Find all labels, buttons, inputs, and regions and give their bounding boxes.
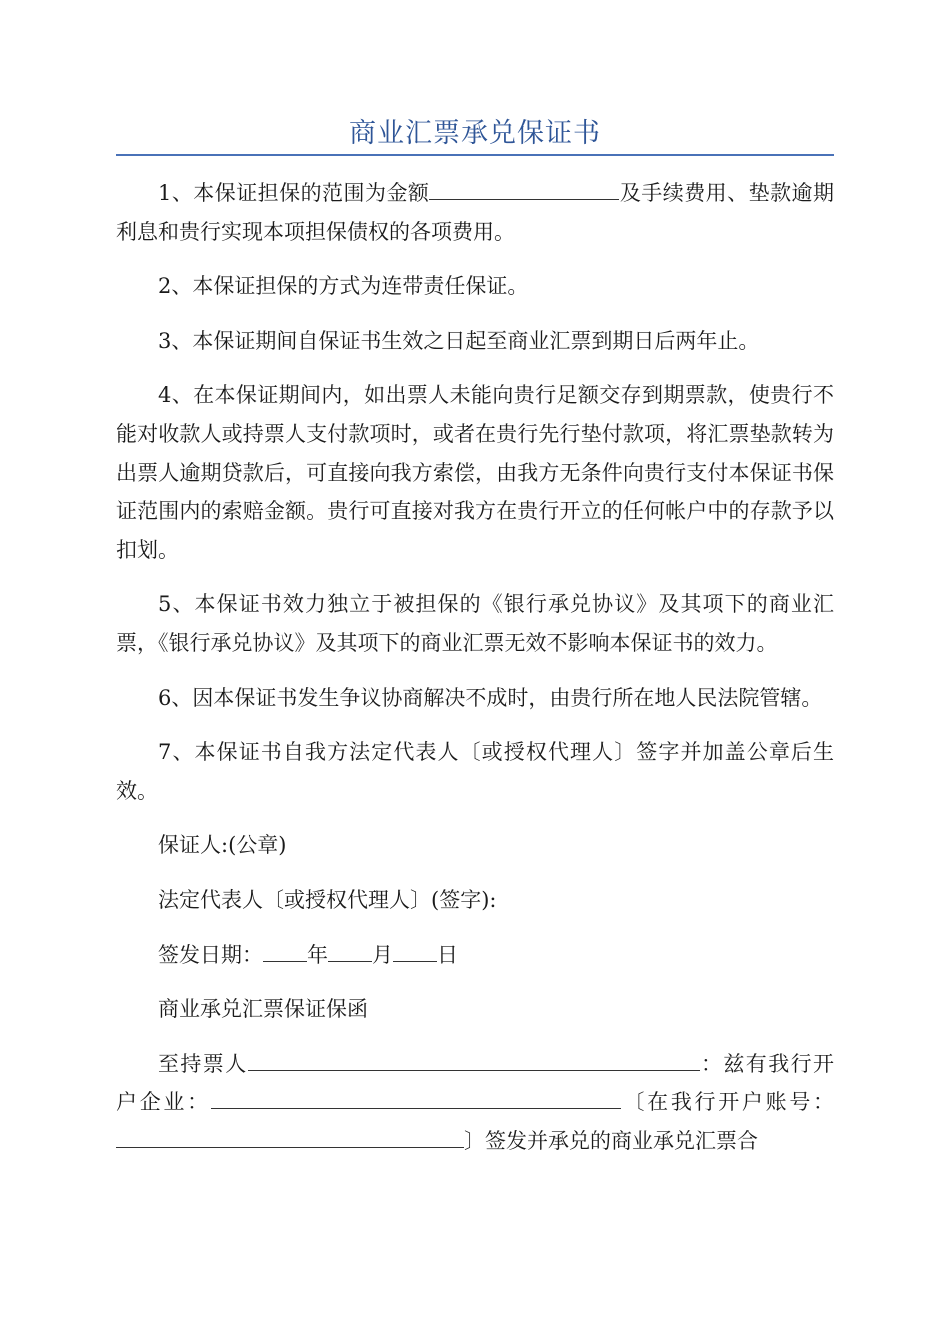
month-blank: [328, 936, 372, 962]
title-underline: [116, 154, 834, 156]
to-suffix: ：兹有我行开户企业：: [116, 1051, 835, 1115]
representative-line: 法定代表人〔或授权代理人〕(签字):: [158, 887, 497, 912]
letter-body: [116, 1045, 834, 1161]
account-suffix: 〕签发并承兑的商业承兑汇票合: [464, 1128, 758, 1153]
day-blank: [393, 936, 437, 962]
document-title: 商业汇票承兑保证书: [349, 118, 601, 149]
day-label: 日: [437, 942, 458, 967]
year-blank: [263, 936, 307, 962]
account-blank: [116, 1122, 464, 1148]
clause-1-text-after: 及手续费用、垫款逾期利息和贵行实现本项担保债权的各项费用。: [116, 181, 834, 244]
document-body: [116, 174, 834, 1160]
clause-4: 4、在本保证期间内，如出票人未能向贵行足额交存到期票款，使贵行不能对收款人或持票人支付款项时，或者在贵行先行垫付款项，将汇票垫款转为出票人逾期贷款后，可直接向我方索偿，由我方无条件向贵行支付本保证书保证范围内的索赔金额。贵行可直接对我方在贵行开立的任何帐户中的存款予以扣划。: [116, 383, 834, 562]
clause-6: 6、因本保证书发生争议协商解决不成时，由贵行所在地人民法院管辖。: [158, 685, 823, 710]
date-line: [116, 936, 834, 975]
enterprise-blank: [211, 1083, 621, 1109]
guarantor-line: 保证人:(公章): [158, 833, 287, 858]
clause-7: 7、本保证书自我方法定代表人〔或授权代理人〕签字并加盖公章后生效。: [116, 740, 834, 803]
clause-5: 5、本保证书效力独立于被担保的《银行承兑协议》及其项下的商业汇票，《银行承兑协议》及其项下的商业汇票无效不影响本保证书的效力。: [116, 592, 834, 655]
date-label: 签发日期：: [158, 942, 263, 967]
letter-heading: 商业承兑汇票保证保函: [158, 997, 368, 1022]
holder-blank: [248, 1045, 700, 1071]
clause-2: 2、本保证担保的方式为连带责任保证。: [158, 274, 529, 299]
account-prefix: 〔在我行开户账号：: [620, 1090, 835, 1115]
amount-blank: [429, 174, 619, 200]
year-label: 年: [307, 942, 328, 967]
clause-3: 3、本保证期间自保证书生效之日起至商业汇票到期日后两年止。: [158, 328, 760, 353]
month-label: 月: [372, 942, 393, 967]
clause-1-text-before: 1、本保证担保的范围为金额: [158, 181, 430, 205]
to-label: 至持票人: [158, 1051, 248, 1076]
clause-1: [116, 174, 834, 251]
